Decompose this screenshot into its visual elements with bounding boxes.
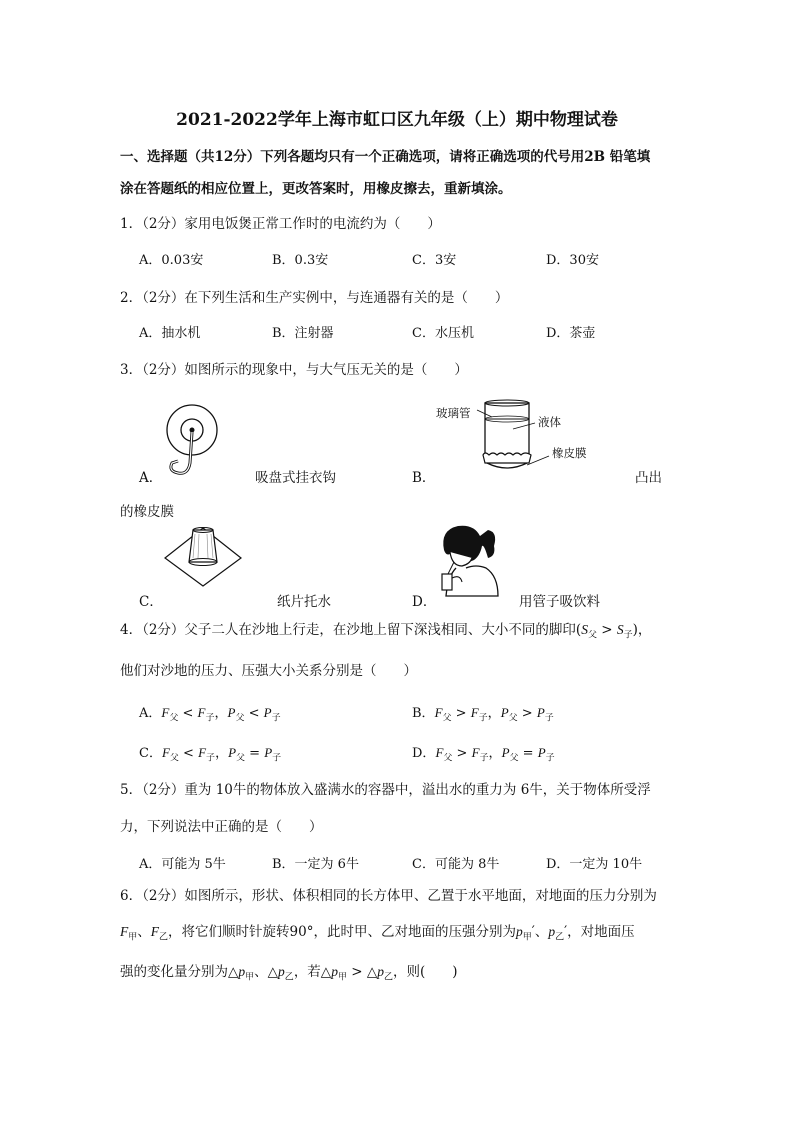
q3-c-caption: 纸片托水 [277,594,331,610]
q4-option-a: A．$F_父 < F_子$，$P_父 < P_子$ [139,705,281,724]
tube-label: 玻璃管 [436,406,471,420]
page-title: 2021-2022学年上海市虹口区九年级（上）期中物理试卷 [176,110,618,130]
q3-a-caption: 吸盘式挂衣钩 [255,470,336,486]
q3-a-letter: A． [139,470,163,486]
question-5-line1: 5．（2分）重为 10牛的物体放入盛满水的容器中，溢出水的重力为 6牛，关于物体所受浮 [120,782,651,798]
q3-b-letter: B． [412,470,436,486]
question-6-line3: 强的变化量分别为$\triangle p_甲$、$\triangle p_乙$，若$\triangle p_甲$ > $\triangle p_乙$，则( ) [120,964,458,983]
q5-option-c: C．可能为 8牛 [412,857,500,872]
q2-option-a: A．抽水机 [139,326,201,341]
section-instructions-line1: 一、选择题（共12分）下列各题均只有一个正确选项，请将正确选项的代号用2B 铅笔填 [120,149,651,165]
question-4-stem: 4．（2分）父子二人在沙地上行走，在沙地上留下深浅相同、大小不同的脚印$(S_父 > S_子)$， [120,622,652,641]
q5-option-b: B．一定为 6牛 [272,857,359,872]
question-4-line2: 他们对沙地的压力、压强大小关系分别是（ ） [120,663,417,679]
q5-option-d: D．一定为 10牛 [546,857,643,872]
q4-option-c: C．$F_父 < F_子$，$P_父 = P_子$ [139,745,282,764]
q1-option-b: B．0.3安 [272,253,329,268]
liquid-label: 液体 [538,415,561,429]
q1-option-d: D．30安 [546,253,599,268]
q3-c-letter: C． [139,594,163,610]
section-instructions-line2: 涂在答题纸的相应位置上，更改答案时，用橡皮擦去，重新填涂。 [120,181,512,197]
girl-drinking-figure [436,520,506,600]
q5-option-a: A．可能为 5牛 [139,857,226,872]
suction-hook-figure [160,405,230,485]
q3-d-caption: 用管子吸饮料 [519,594,600,610]
glass-tube-figure [437,395,597,480]
question-1-stem: 1．（2分）家用电饭煲正常工作时的电流约为（ ） [120,216,441,232]
q1-option-c: C．3安 [412,253,457,268]
membrane-label: 橡皮膜 [552,446,587,460]
paper-cup-figure [163,522,243,587]
question-6-line1: 6．（2分）如图所示，形状、体积相同的长方体甲、乙置于水平地面，对地面的压力分别为 [120,888,657,904]
question-5-line2: 力，下列说法中正确的是（ ） [120,819,323,835]
question-2-stem: 2．（2分）在下列生活和生产实例中，与连通器有关的是（ ） [120,290,509,306]
q2-option-c: C．水压机 [412,326,474,341]
question-6-line2: $F_甲$、$F_乙$，将它们顺时针旋转90°，此时甲、乙对地面的压强分别为$p_甲'$、$p_乙'$，对地面压 [120,924,635,943]
q1-option-a: A．0.03安 [139,253,204,268]
q2-option-b: B．注射器 [272,326,334,341]
q4-option-d: D．$F_父 > F_子$，$P_父 = P_子$ [412,745,555,764]
q3-b-caption: 凸出 [635,470,662,486]
q2-option-d: D．茶壶 [546,326,596,341]
q3-d-letter: D． [412,594,437,610]
q3-b-caption-cont: 的橡皮膜 [120,504,174,520]
question-3-stem: 3．（2分）如图所示的现象中，与大气压无关的是（ ） [120,362,468,378]
q4-option-b: B．$F_父 > F_子$，$P_父 > P_子$ [412,705,554,724]
